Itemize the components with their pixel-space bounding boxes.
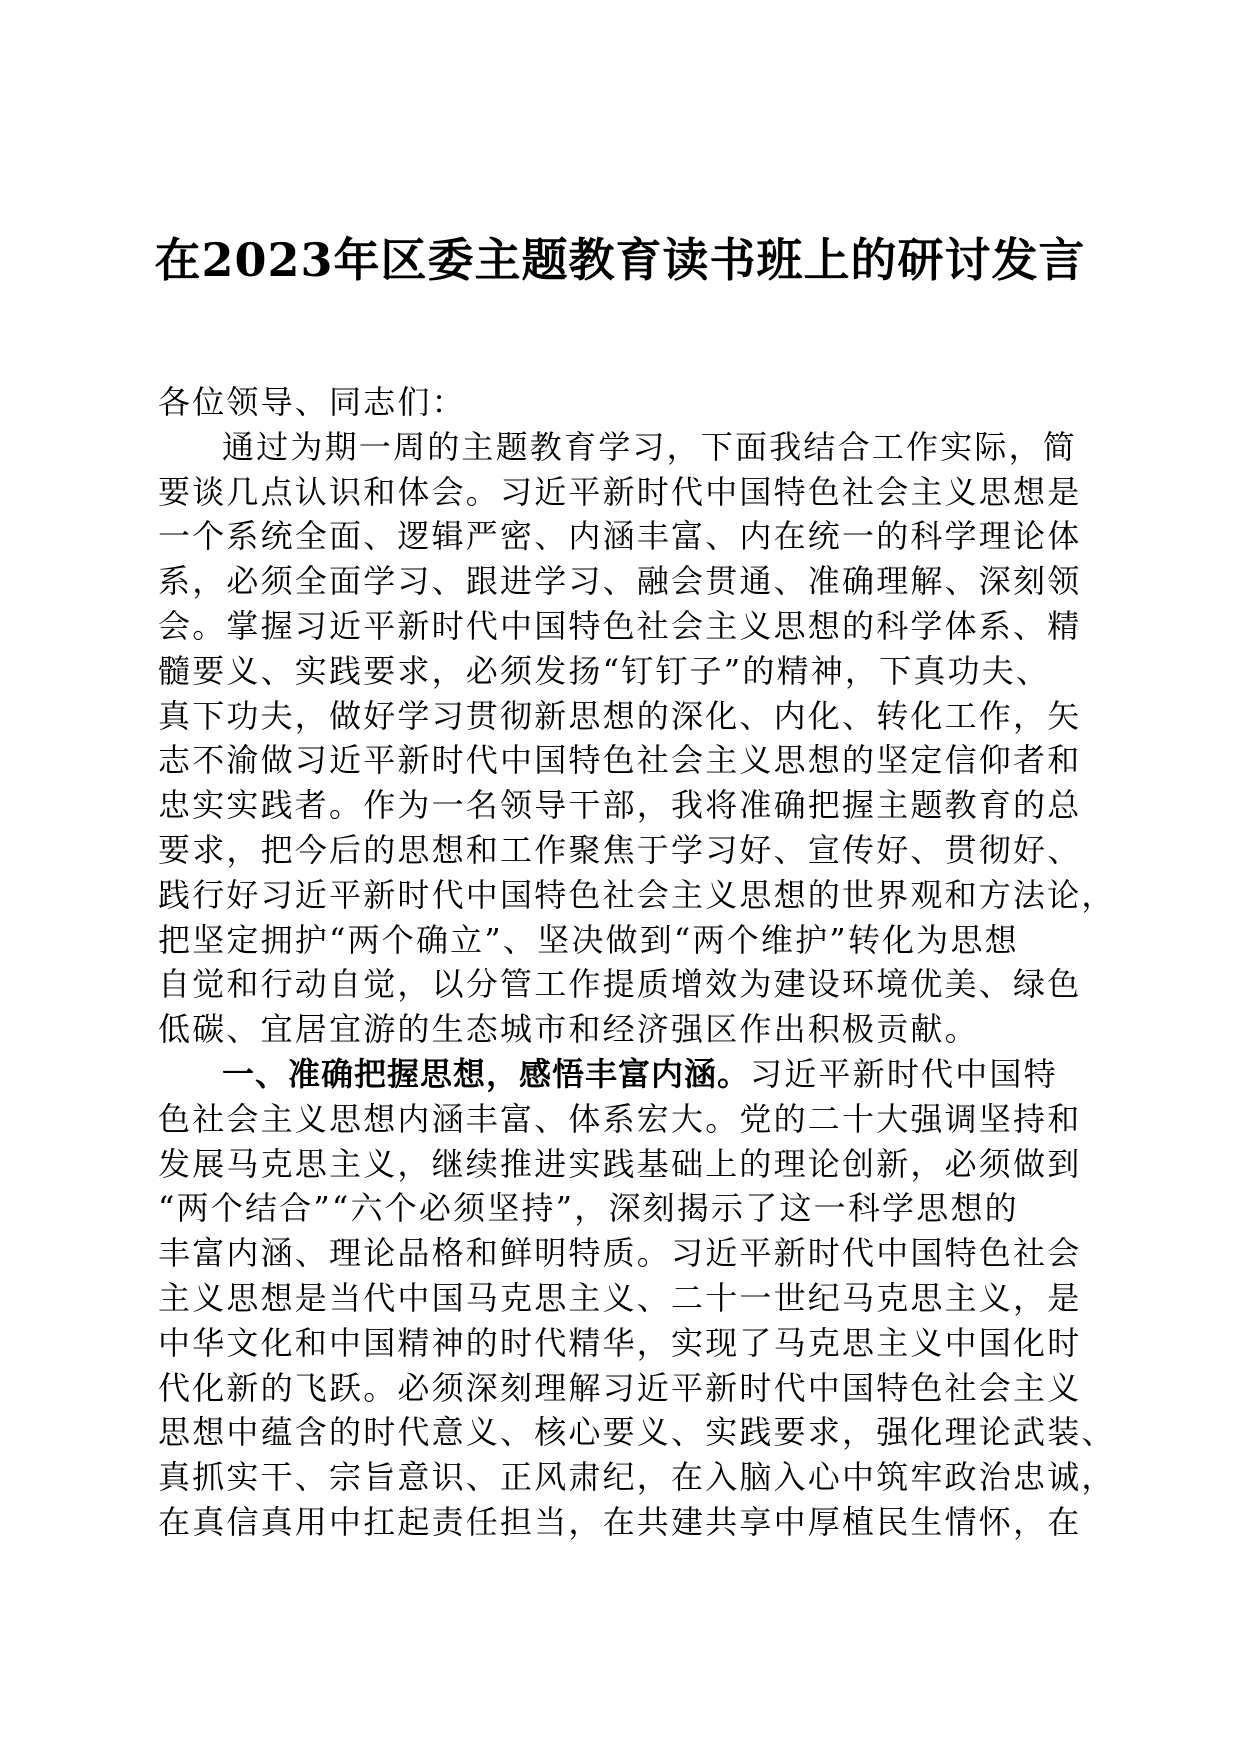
paragraph-line: 髓要义、实践要求，必须发扬“钉钉子”的精神，下真功夫、 [158, 651, 1051, 690]
paragraph-line: 中华文化和中国精神的时代精华，实现了马克思主义中国化时 [158, 1323, 1082, 1362]
paragraph-line: 通过为期一周的主题教育学习，下面我结合工作实际，简 [222, 427, 1078, 466]
paragraph-line: 系，必须全面学习、跟进学习、融会贯通、准确理解、深刻领 [158, 562, 1082, 601]
paragraph-line: 低碳、宜居宜游的生态城市和经济强区作出积极贡献。 [158, 1010, 979, 1049]
paragraph-intro [158, 425, 1116, 1052]
paragraph-line: 志不渝做习近平新时代中国特色社会主义思想的坚定信仰者和 [158, 741, 1082, 780]
paragraph-line: 发展马克思主义，继续推进实践基础上的理论创新，必须做到 [158, 1144, 1082, 1183]
section-1-first-line-text: 习近平新时代中国特 [750, 1054, 1058, 1093]
paragraph-line: 真下功夫，做好学习贯彻新思想的深化、内化、转化工作，矢 [158, 696, 1082, 735]
paragraph-line: 丰富内涵、理论品格和鲜明特质。习近平新时代中国特色社会 [158, 1234, 1082, 1273]
paragraph-line: 真抓实干、宗旨意识、正风肃纪，在入脑入心中筑牢政治忠诚， [158, 1458, 1116, 1497]
paragraph-line: 把坚定拥护“两个确立”、坚决做到“两个维护”转化为思想 [158, 920, 1019, 959]
section-1 [158, 1052, 1116, 1545]
paragraph-line: 一个系统全面、逻辑严密、内涵丰富、内在统一的科学理论体 [158, 517, 1082, 556]
paragraph-line: 要求，把今后的思想和工作聚焦于学习好、宣传好、贯彻好、 [158, 830, 1082, 869]
salutation: 各位领导、同志们： [158, 383, 466, 421]
paragraph-line: 践行好习近平新时代中国特色社会主义思想的世界观和方法论， [158, 875, 1116, 914]
paragraph-line: 要谈几点认识和体会。习近平新时代中国特色社会主义思想是 [158, 472, 1082, 511]
paragraph-line: 代化新的飞跃。必须深刻理解习近平新时代中国特色社会主义 [158, 1368, 1082, 1407]
paragraph-line: 色社会主义思想内涵丰富、体系宏大。党的二十大强调坚持和 [158, 1099, 1082, 1138]
paragraph-line: 思想中蕴含的时代意义、核心要义、实践要求，强化理论武装、 [158, 1413, 1116, 1452]
paragraph-line: 自觉和行动自觉，以分管工作提质增效为建设环境优美、绿色 [158, 965, 1082, 1004]
paragraph-line: 在真信真用中扛起责任担当，在共建共享中厚植民生情怀，在 [158, 1502, 1082, 1541]
paragraph-line: 主义思想是当代中国马克思主义、二十一世纪马克思主义，是 [158, 1278, 1082, 1317]
document-title: 在2023年区委主题教育读书班上的研讨发言 [154, 233, 1086, 287]
document-body [158, 380, 1116, 1545]
section-1-first-line [158, 1052, 1088, 1097]
paragraph-line: 会。掌握习近平新时代中国特色社会主义思想的科学体系、精 [158, 606, 1082, 645]
paragraph-line: 忠实实践者。作为一名领导干部，我将准确把握主题教育的总 [158, 786, 1082, 825]
paragraph-line: “两个结合”“六个必须坚持”，深刻揭示了这一科学思想的 [158, 1189, 1019, 1228]
section-1-heading: 一、准确把握思想，感悟丰富内涵。 [222, 1054, 751, 1093]
